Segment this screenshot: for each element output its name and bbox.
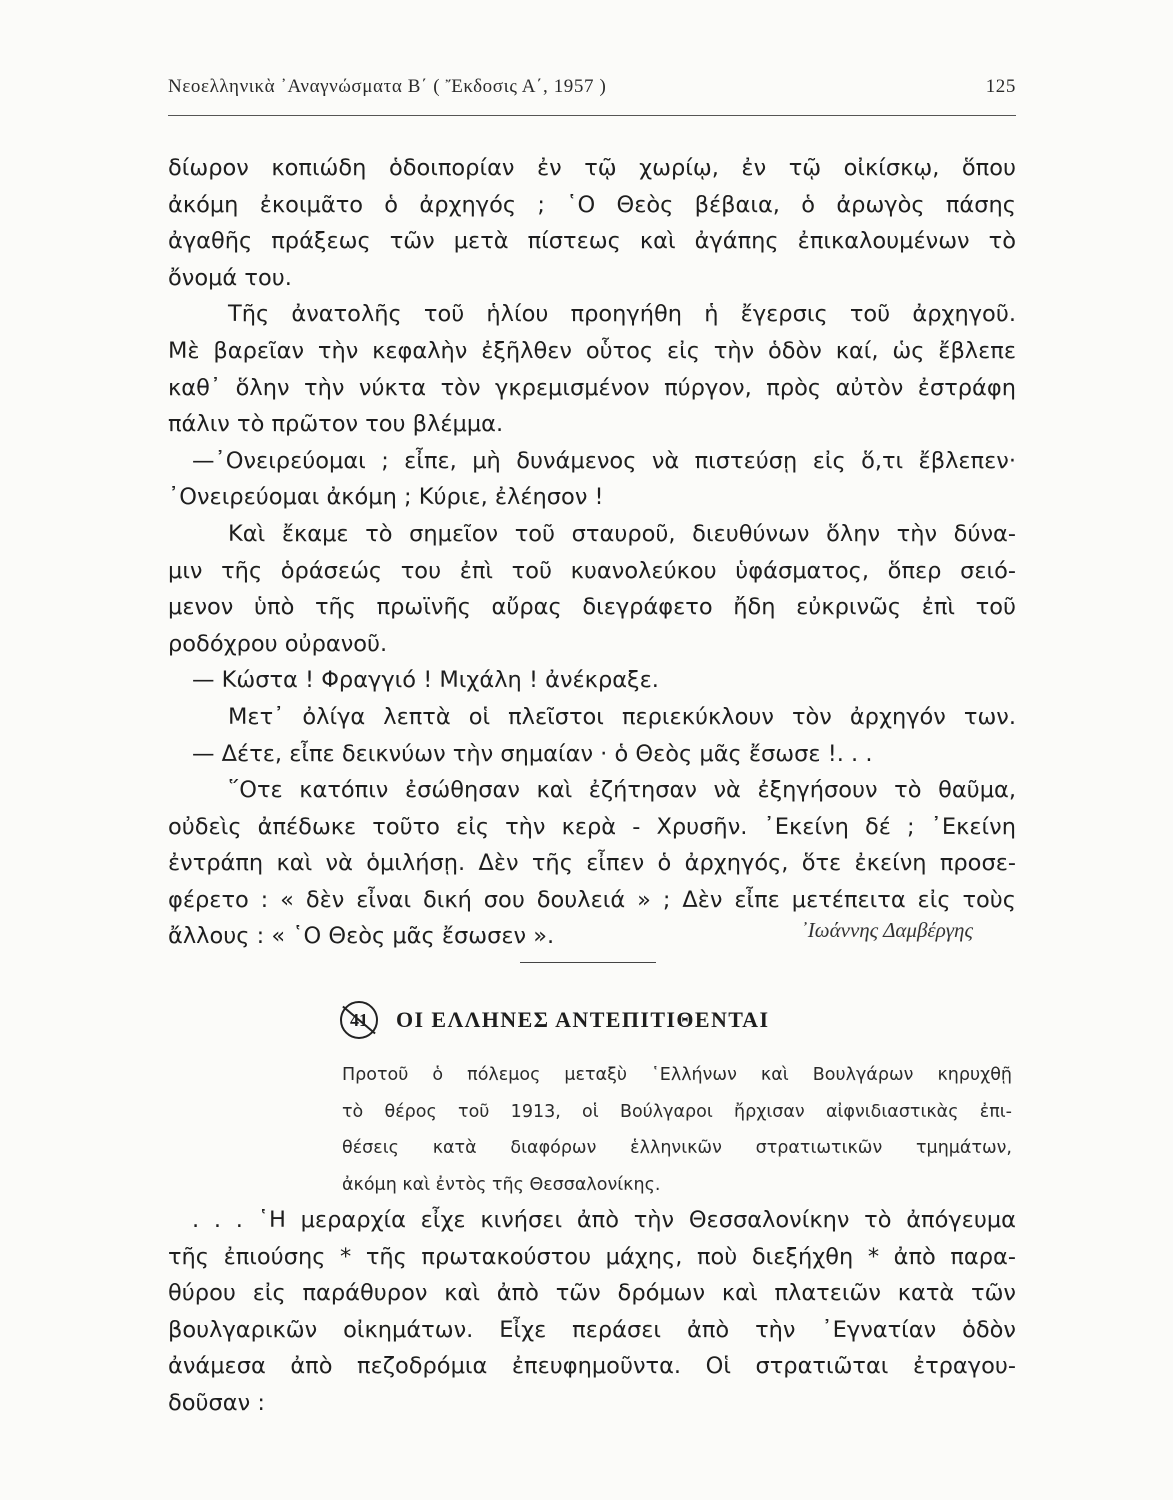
section-number-badge: [340, 1001, 378, 1039]
text-line: μιν τῆς ὁράσεώς του ἐπὶ τοῦ κυανολεύκου ὑφάσματος, ὅπερ σειό-: [168, 557, 1016, 584]
text-line: καθ᾿ ὅλην τὴν νύκτα τὸν γκρεμισμένον πύργον, πρὸς αὐτὸν ἐστράφη: [168, 374, 1016, 401]
text-line: —᾿Ονειρεύομαι ; εἶπε, μὴ δυνάμενος νὰ πιστεύσῃ εἰς ὅ,τι ἔβλεπεν·: [192, 447, 1016, 474]
text-line: Τῆς ἀνατολῆς τοῦ ἡλίου προηγήθη ἡ ἔγερσις τοῦ ἀρχηγοῦ.: [228, 301, 1016, 328]
section-title: ΟΙ ΕΛΛΗΝΕΣ ΑΝΤΕΠΙΤΙΘΕΝΤΑΙ: [396, 1007, 770, 1032]
running-title: Νεοελληνικὰ ᾿Αναγνώσματα Β΄ ( Ἔκδοσις Α΄, 1957 ): [168, 76, 607, 97]
intro-line: θέσεις κατὰ διαφόρων ἑλληνικῶν στρατιωτικῶν τμημάτων,: [342, 1138, 1012, 1159]
section-number: 41: [350, 1009, 368, 1030]
header-rule: [168, 115, 1016, 116]
intro-line: Προτοῦ ὁ πόλεμος μεταξὺ ῾Ελλήνων καὶ Βουλγάρων κηρυχθῇ: [342, 1065, 1012, 1085]
text-line: βουλγαρικῶν οἰκημάτων. Εἶχε περάσει ἀπὸ τὴν ᾿Εγνατίαν ὁδὸν: [168, 1316, 1016, 1343]
text-line: ᾿Ονειρεύομαι ἀκόμη ; Κύριε, ἐλέησον !: [168, 484, 604, 511]
text-line: ἀκόμη ἐκοιμᾶτο ὁ ἀρχηγός ; ῾Ο Θεὸς βέβαια, ὁ ἀρωγὸς πάσης: [168, 191, 1016, 218]
text-line: οὐδεὶς ἀπέδωκε τοῦτο εἰς τὴν κερὰ - Χρυσῆν. ᾿Εκείνη δέ ; ᾿Εκείνη: [168, 813, 1016, 840]
page-number: 125: [985, 76, 1016, 97]
text-line: ἄλλους : « ῾Ο Θεὸς μᾶς ἔσωσεν ».: [168, 923, 555, 950]
text-line: δίωρον κοπιώδη ὁδοιπορίαν ἐν τῷ χωρίῳ, ἐν τῷ οἰκίσκῳ, ὅπου: [168, 155, 1016, 181]
text-line: ἀνάμεσα ἀπὸ πεζοδρόμια ἐπευφημοῦντα. Οἱ στρατιῶται ἐτραγου-: [168, 1353, 1016, 1380]
text-line: ῞Οτε κατόπιν ἐσώθησαν καὶ ἐζήτησαν νὰ ἐξηγήσουν τὸ θαῦμα,: [228, 777, 1016, 804]
text-line: δοῦσαν :: [168, 1389, 265, 1416]
running-header: [168, 76, 1016, 98]
text-line: Μετ᾿ ὀλίγα λεπτὰ οἱ πλεῖστοι περιεκύκλουν τὸν ἀρχηγόν των.: [228, 703, 1016, 730]
intro-line: τὸ θέρος τοῦ 1913, οἱ Βούλγαροι ἤρχισαν αἰφνιδιαστικὰς ἐπι-: [342, 1101, 1012, 1122]
text-line: τῆς ἐπιούσης * τῆς πρωτακούστου μάχης, ποὺ διεξήχθη * ἀπὸ παρα-: [168, 1243, 1016, 1270]
story-text: [168, 150, 1016, 955]
section-intro: [342, 1062, 1012, 1208]
text-line: πάλιν τὸ πρῶτον του βλέμμα.: [168, 411, 504, 438]
text-line: — Κώστα ! Φραγγιό ! Μιχάλη ! ἀνέκραξε.: [192, 667, 659, 694]
text-line: θύρου εἰς παράθυρον καὶ ἀπὸ τῶν δρόμων καὶ πλατειῶν κατὰ τῶν: [168, 1280, 1016, 1307]
section-divider: [520, 962, 656, 963]
text-line: μενον ὑπὸ τῆς πρωϊνῆς αὔρας διεγράφετο ἤδη εὐκρινῶς ἐπὶ τοῦ: [168, 594, 1016, 621]
text-line: . . . ῾Η μεραρχία εἶχε κινήσει ἀπὸ τὴν Θεσσαλονίκην τὸ ἀπόγευμα: [192, 1207, 1016, 1233]
text-line: ροδόχρου οὐρανοῦ.: [168, 630, 388, 657]
intro-line: ἀκόμη καὶ ἐντὸς τῆς Θεσσαλονίκης.: [342, 1174, 661, 1195]
text-line: — Δέτε, εἶπε δεικνύων τὴν σημαίαν · ὁ Θεὸς μᾶς ἔσωσε !. . .: [192, 740, 873, 767]
section-text: [168, 1202, 1016, 1422]
text-line: φέρετο : « δὲν εἶναι δική σου δουλειά » ; Δὲν εἶπε μετέπειτα εἰς τοὺς: [168, 886, 1016, 913]
text-line: Καὶ ἔκαμε τὸ σημεῖον τοῦ σταυροῦ, διευθύνων ὅλην τὴν δύνα-: [228, 520, 1016, 547]
section-heading: [340, 1000, 769, 1040]
text-line: ἀγαθῆς πράξεως τῶν μετὰ πίστεως καὶ ἀγάπης ἐπικαλουμένων τὸ: [168, 228, 1016, 255]
text-line: Μὲ βαρεῖαν τὴν κεφαλὴν ἐξῆλθεν οὗτος εἰς τὴν ὁδὸν καί, ὡς ἔβλεπε: [168, 337, 1016, 364]
text-line: ἐντράπη καὶ νὰ ὁμιλήσῃ. Δὲν τῆς εἶπεν ὁ ἀρχηγός, ὅτε ἐκείνη προσε-: [168, 850, 1016, 877]
author-signature: ᾿Ιωάννης Δαμβέργης: [800, 918, 973, 942]
text-line: ὄνομά του.: [168, 264, 292, 291]
